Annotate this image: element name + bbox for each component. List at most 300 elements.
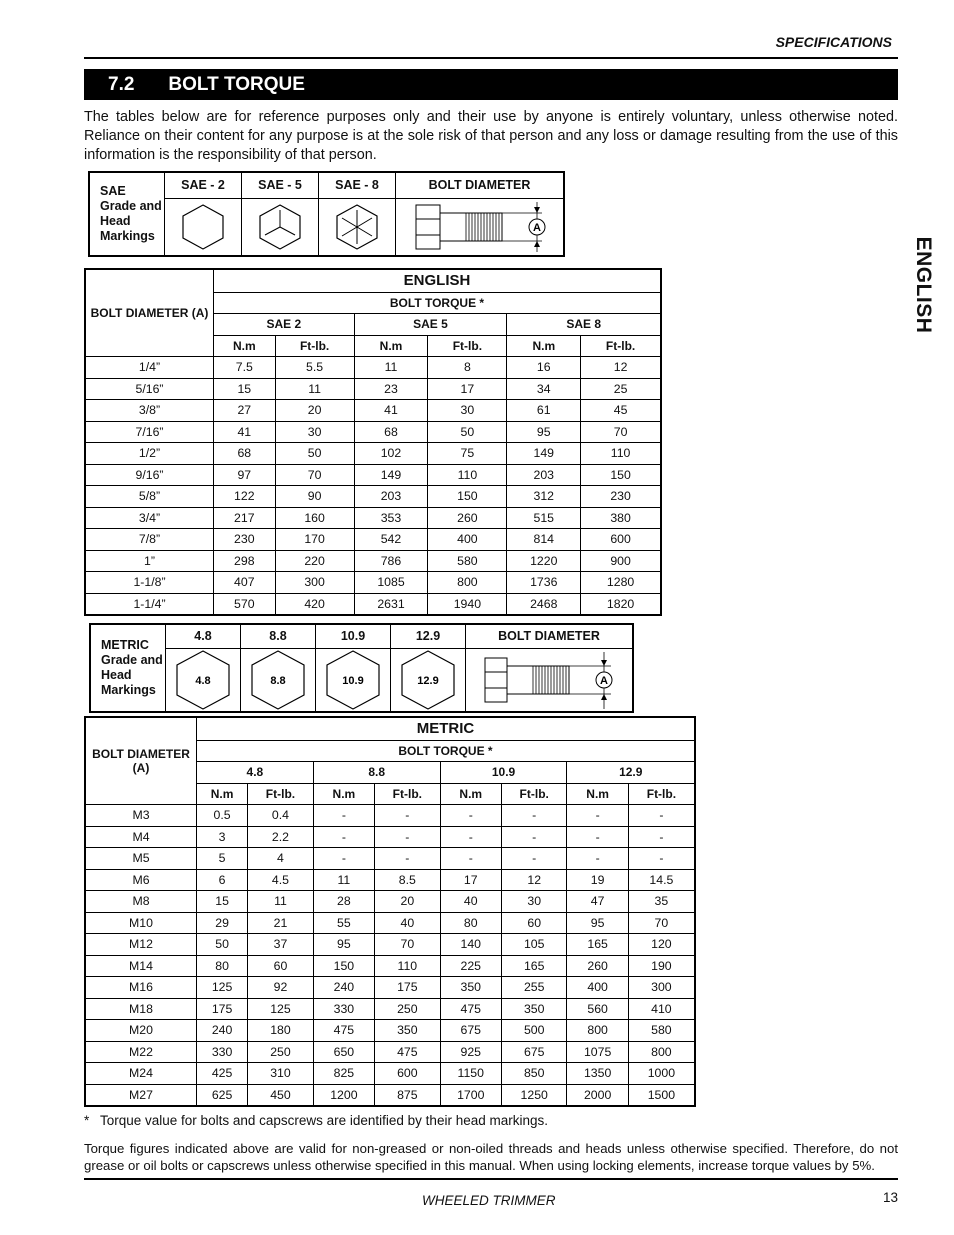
torque-value-cell: 23 <box>354 378 428 400</box>
torque-value-cell: 60 <box>501 912 567 934</box>
metric-table-title: METRIC <box>197 717 696 740</box>
torque-value-cell: 47 <box>567 891 628 913</box>
torque-value-cell: 165 <box>501 955 567 977</box>
table-row <box>85 977 695 999</box>
torque-value-cell: - <box>628 805 695 827</box>
bolt-size-cell: M12 <box>85 934 197 956</box>
table-row <box>85 486 661 508</box>
metric-head-text: 10.9 <box>342 674 364 687</box>
torque-value-cell: 27 <box>214 400 276 422</box>
torque-value-cell: 5 <box>197 848 248 870</box>
table-row <box>85 421 661 443</box>
torque-value-cell: 12 <box>581 357 661 379</box>
torque-value-cell: 4 <box>248 848 314 870</box>
torque-value-cell: 675 <box>501 1041 567 1063</box>
torque-value-cell: 80 <box>440 912 501 934</box>
torque-value-cell: - <box>313 848 374 870</box>
torque-value-cell: 150 <box>581 464 661 486</box>
torque-value-cell: 800 <box>628 1041 695 1063</box>
metric-8-8-head-icon <box>241 648 316 712</box>
english-unit-nm: N.m <box>354 335 428 357</box>
torque-value-cell: 1075 <box>567 1041 628 1063</box>
torque-value-cell: 400 <box>428 529 507 551</box>
metric-torque-table <box>84 716 696 1107</box>
sae-dim-label: A <box>532 221 541 234</box>
torque-value-cell: 600 <box>581 529 661 551</box>
sae-5-head-icon <box>242 198 319 256</box>
torque-value-cell: 230 <box>581 486 661 508</box>
torque-value-cell: 1200 <box>313 1084 374 1106</box>
bolt-size-cell: M24 <box>85 1063 197 1085</box>
metric-10-9-head-icon <box>316 648 391 712</box>
torque-value-cell: 260 <box>567 955 628 977</box>
torque-value-cell: 95 <box>567 912 628 934</box>
torque-value-cell: 312 <box>507 486 581 508</box>
torque-value-cell: 41 <box>354 400 428 422</box>
torque-value-cell: 55 <box>313 912 374 934</box>
torque-value-cell: 122 <box>214 486 276 508</box>
torque-value-cell: 560 <box>567 998 628 1020</box>
torque-value-cell: 34 <box>507 378 581 400</box>
torque-value-cell: 70 <box>375 934 441 956</box>
torque-value-cell: 110 <box>375 955 441 977</box>
table-row <box>85 869 695 891</box>
table-row <box>85 1063 695 1085</box>
torque-value-cell: 28 <box>313 891 374 913</box>
sae-bolt-diagram-icon <box>396 198 565 256</box>
torque-value-cell: 1736 <box>507 572 581 594</box>
torque-value-cell: 675 <box>440 1020 501 1042</box>
bolt-size-cell: M16 <box>85 977 197 999</box>
torque-value-cell: 1150 <box>440 1063 501 1085</box>
metric-12-9-head-icon <box>391 648 466 712</box>
torque-value-cell: 580 <box>428 550 507 572</box>
header-rule <box>84 57 898 59</box>
torque-value-cell: 50 <box>275 443 354 465</box>
language-side-tab: ENGLISH <box>912 236 935 334</box>
torque-value-cell: 180 <box>248 1020 314 1042</box>
table-row <box>85 848 695 870</box>
english-bolt-diameter-header: BOLT DIAMETER (A) <box>85 269 214 357</box>
torque-value-cell: - <box>375 805 441 827</box>
torque-value-cell: 825 <box>313 1063 374 1085</box>
torque-value-cell: 353 <box>354 507 428 529</box>
english-unit-nm: N.m <box>507 335 581 357</box>
torque-value-cell: 95 <box>507 421 581 443</box>
torque-value-cell: 420 <box>275 593 354 615</box>
footnote <box>84 1113 548 1128</box>
torque-value-cell: 1350 <box>567 1063 628 1085</box>
torque-value-cell: 68 <box>354 421 428 443</box>
torque-value-cell: 140 <box>440 934 501 956</box>
torque-value-cell: 170 <box>275 529 354 551</box>
table-row <box>85 912 695 934</box>
torque-value-cell: 20 <box>375 891 441 913</box>
torque-value-cell: 1940 <box>428 593 507 615</box>
torque-value-cell: 1820 <box>581 593 661 615</box>
sae-bolt-diameter-label: BOLT DIAMETER <box>396 172 565 198</box>
torque-value-cell: 580 <box>628 1020 695 1042</box>
torque-value-cell: - <box>375 826 441 848</box>
english-unit-ftlb: Ft-lb. <box>428 335 507 357</box>
torque-value-cell: 900 <box>581 550 661 572</box>
table-row <box>85 572 661 594</box>
torque-value-cell: 150 <box>313 955 374 977</box>
table-row <box>85 507 661 529</box>
torque-value-cell: 90 <box>275 486 354 508</box>
torque-value-cell: - <box>567 805 628 827</box>
torque-value-cell: 650 <box>313 1041 374 1063</box>
table-row <box>85 826 695 848</box>
torque-value-cell: 15 <box>197 891 248 913</box>
torque-value-cell: - <box>313 826 374 848</box>
torque-value-cell: 16 <box>507 357 581 379</box>
metric-bolt-diagram-icon <box>466 648 634 712</box>
torque-value-cell: 515 <box>507 507 581 529</box>
torque-value-cell: 240 <box>197 1020 248 1042</box>
torque-value-cell: 0.5 <box>197 805 248 827</box>
table-row <box>85 529 661 551</box>
torque-value-cell: 800 <box>567 1020 628 1042</box>
bolt-size-cell: 3/4” <box>85 507 214 529</box>
table-row <box>85 550 661 572</box>
torque-value-cell: 475 <box>313 1020 374 1042</box>
bolt-size-cell: 1-1/8” <box>85 572 214 594</box>
torque-value-cell: 175 <box>197 998 248 1020</box>
bolt-size-cell: M18 <box>85 998 197 1020</box>
torque-value-cell: 35 <box>628 891 695 913</box>
bolt-size-cell: 1/2” <box>85 443 214 465</box>
table-row <box>85 1020 695 1042</box>
sae-2-head-icon <box>165 198 242 256</box>
torque-value-cell: 40 <box>375 912 441 934</box>
torque-value-cell: 19 <box>567 869 628 891</box>
torque-value-cell: 925 <box>440 1041 501 1063</box>
bolt-size-cell: 3/8” <box>85 400 214 422</box>
sae-grade-label: SAE - 5 <box>242 172 319 198</box>
torque-value-cell: 4.5 <box>248 869 314 891</box>
torque-value-cell: 110 <box>581 443 661 465</box>
torque-value-cell: 410 <box>628 998 695 1020</box>
torque-value-cell: - <box>375 848 441 870</box>
metric-grade-header: 12.9 <box>567 762 695 784</box>
torque-value-cell: 220 <box>275 550 354 572</box>
metric-markings-table <box>89 623 634 713</box>
metric-torque-header: BOLT TORQUE * <box>197 740 696 762</box>
page-number: 13 <box>883 1190 899 1205</box>
torque-value-cell: 25 <box>581 378 661 400</box>
metric-unit-nm: N.m <box>440 783 501 805</box>
torque-value-cell: 625 <box>197 1084 248 1106</box>
footer-rule <box>84 1178 898 1180</box>
metric-head-text: 12.9 <box>417 674 439 687</box>
metric-grade-header: 4.8 <box>197 762 314 784</box>
metric-grade-label: 12.9 <box>391 624 466 648</box>
torque-value-cell: 8 <box>428 357 507 379</box>
torque-value-cell: 400 <box>567 977 628 999</box>
metric-grade-label: 4.8 <box>166 624 241 648</box>
english-unit-nm: N.m <box>214 335 276 357</box>
torque-value-cell: - <box>567 826 628 848</box>
torque-value-cell: 350 <box>375 1020 441 1042</box>
bolt-size-cell: M5 <box>85 848 197 870</box>
torque-value-cell: - <box>501 805 567 827</box>
torque-value-cell: 11 <box>313 869 374 891</box>
torque-value-cell: 1280 <box>581 572 661 594</box>
metric-head-text: 8.8 <box>270 674 286 687</box>
torque-value-cell: 570 <box>214 593 276 615</box>
bolt-size-cell: 7/16” <box>85 421 214 443</box>
torque-value-cell: 105 <box>501 934 567 956</box>
metric-unit-nm: N.m <box>197 783 248 805</box>
english-unit-ftlb: Ft-lb. <box>275 335 354 357</box>
table-row <box>85 443 661 465</box>
torque-value-cell: 850 <box>501 1063 567 1085</box>
metric-markings-label: METRIC Grade and Head Markings <box>90 624 166 712</box>
torque-value-cell: 37 <box>248 934 314 956</box>
torque-value-cell: 7.5 <box>214 357 276 379</box>
torque-value-cell: 1220 <box>507 550 581 572</box>
torque-value-cell: 350 <box>440 977 501 999</box>
sae-markings-label: SAE Grade and Head Markings <box>89 172 165 256</box>
table-row <box>85 1084 695 1106</box>
torque-value-cell: 8.5 <box>375 869 441 891</box>
footer-title: WHEELED TRIMMER <box>422 1193 556 1208</box>
torque-value-cell: 250 <box>375 998 441 1020</box>
bolt-size-cell: 5/8” <box>85 486 214 508</box>
torque-value-cell: 1250 <box>501 1084 567 1106</box>
torque-note: Torque figures indicated above are valid for non-greased or non-oiled threads and heads unless otherwise specified. Therefore, do not grease or oil bolts or capscrews unless otherwise specified in this manual. When using locking elements, increase torque values by 5%. <box>84 1141 898 1173</box>
metric-unit-ftlb: Ft-lb. <box>375 783 441 805</box>
intro-paragraph: The tables below are for reference purposes only and their use by anyone is entirely voluntary, unless otherwise noted. Reliance on their content for any purpose is at the sole risk of that person and any loss or damage resulting from the use of this information is the responsibility of that person. <box>84 109 898 163</box>
table-row <box>85 891 695 913</box>
metric-4-8-head-icon <box>166 648 241 712</box>
torque-value-cell: 203 <box>507 464 581 486</box>
torque-value-cell: 165 <box>567 934 628 956</box>
torque-value-cell: 149 <box>354 464 428 486</box>
metric-head-text: 4.8 <box>195 674 211 687</box>
torque-value-cell: 97 <box>214 464 276 486</box>
torque-value-cell: 15 <box>214 378 276 400</box>
metric-unit-ftlb: Ft-lb. <box>248 783 314 805</box>
torque-value-cell: 11 <box>354 357 428 379</box>
torque-value-cell: - <box>440 826 501 848</box>
torque-value-cell: - <box>628 826 695 848</box>
torque-value-cell: 475 <box>375 1041 441 1063</box>
torque-value-cell: 50 <box>197 934 248 956</box>
torque-value-cell: 29 <box>197 912 248 934</box>
torque-value-cell: 150 <box>428 486 507 508</box>
torque-value-cell: 75 <box>428 443 507 465</box>
torque-value-cell: 1000 <box>628 1063 695 1085</box>
bolt-size-cell: M6 <box>85 869 197 891</box>
torque-value-cell: - <box>440 805 501 827</box>
torque-value-cell: 2468 <box>507 593 581 615</box>
english-unit-ftlb: Ft-lb. <box>581 335 661 357</box>
torque-value-cell: - <box>501 826 567 848</box>
torque-value-cell: 800 <box>428 572 507 594</box>
section-number: 7.2 <box>108 74 135 95</box>
torque-value-cell: 217 <box>214 507 276 529</box>
metric-unit-nm: N.m <box>313 783 374 805</box>
torque-value-cell: 814 <box>507 529 581 551</box>
torque-value-cell: 450 <box>248 1084 314 1106</box>
english-torque-table <box>84 268 662 616</box>
torque-value-cell: 175 <box>375 977 441 999</box>
metric-grade-header: 10.9 <box>440 762 567 784</box>
torque-value-cell: 11 <box>275 378 354 400</box>
torque-value-cell: 1500 <box>628 1084 695 1106</box>
metric-grade-label: 10.9 <box>316 624 391 648</box>
bolt-size-cell: M14 <box>85 955 197 977</box>
metric-unit-nm: N.m <box>567 783 628 805</box>
torque-value-cell: 41 <box>214 421 276 443</box>
bolt-size-cell: 9/16” <box>85 464 214 486</box>
footnote-text: Torque value for bolts and capscrews are identified by their head markings. <box>100 1113 548 1128</box>
metric-unit-ftlb: Ft-lb. <box>501 783 567 805</box>
torque-value-cell: 2.2 <box>248 826 314 848</box>
table-row <box>85 357 661 379</box>
table-row <box>85 805 695 827</box>
torque-value-cell: 50 <box>428 421 507 443</box>
bolt-size-cell: 1-1/4” <box>85 593 214 615</box>
torque-value-cell: 17 <box>440 869 501 891</box>
torque-value-cell: 310 <box>248 1063 314 1085</box>
torque-value-cell: 70 <box>628 912 695 934</box>
torque-value-cell: 255 <box>501 977 567 999</box>
torque-value-cell: 203 <box>354 486 428 508</box>
torque-value-cell: 600 <box>375 1063 441 1085</box>
torque-value-cell: 11 <box>248 891 314 913</box>
torque-value-cell: - <box>501 848 567 870</box>
sae-grade-label: SAE - 8 <box>319 172 396 198</box>
torque-value-cell: 350 <box>501 998 567 1020</box>
section-title: BOLT TORQUE <box>168 74 305 95</box>
torque-value-cell: 298 <box>214 550 276 572</box>
torque-value-cell: 190 <box>628 955 695 977</box>
torque-value-cell: 0.4 <box>248 805 314 827</box>
metric-bolt-diameter-label: BOLT DIAMETER <box>466 624 634 648</box>
torque-value-cell: 149 <box>507 443 581 465</box>
footnote-marker: * <box>84 1113 90 1128</box>
bolt-size-cell: M27 <box>85 1084 197 1106</box>
torque-value-cell: 120 <box>628 934 695 956</box>
table-row <box>85 934 695 956</box>
torque-value-cell: 102 <box>354 443 428 465</box>
english-grade-header: SAE 5 <box>354 314 507 336</box>
torque-value-cell: 125 <box>197 977 248 999</box>
torque-value-cell: 5.5 <box>275 357 354 379</box>
torque-value-cell: 21 <box>248 912 314 934</box>
torque-value-cell: 92 <box>248 977 314 999</box>
metric-dim-label: A <box>600 674 608 687</box>
torque-value-cell: 68 <box>214 443 276 465</box>
torque-value-cell: 330 <box>313 998 374 1020</box>
sae-grade-label: SAE - 2 <box>165 172 242 198</box>
table-row <box>85 378 661 400</box>
bolt-size-cell: M22 <box>85 1041 197 1063</box>
table-row <box>85 464 661 486</box>
bolt-size-cell: 1” <box>85 550 214 572</box>
torque-value-cell: 125 <box>248 998 314 1020</box>
bolt-size-cell: M4 <box>85 826 197 848</box>
torque-value-cell: 95 <box>313 934 374 956</box>
torque-value-cell: 2631 <box>354 593 428 615</box>
torque-value-cell: 70 <box>275 464 354 486</box>
torque-value-cell: 45 <box>581 400 661 422</box>
bolt-size-cell: 7/8” <box>85 529 214 551</box>
english-torque-header: BOLT TORQUE * <box>214 292 662 314</box>
torque-value-cell: - <box>440 848 501 870</box>
torque-value-cell: 300 <box>275 572 354 594</box>
torque-value-cell: 30 <box>275 421 354 443</box>
torque-value-cell: 60 <box>248 955 314 977</box>
bolt-size-cell: M8 <box>85 891 197 913</box>
sae-markings-table <box>88 171 565 257</box>
torque-value-cell: - <box>628 848 695 870</box>
bolt-size-cell: 5/16” <box>85 378 214 400</box>
table-row <box>85 400 661 422</box>
torque-value-cell: 475 <box>440 998 501 1020</box>
torque-value-cell: 300 <box>628 977 695 999</box>
metric-unit-ftlb: Ft-lb. <box>628 783 695 805</box>
torque-value-cell: 70 <box>581 421 661 443</box>
torque-value-cell: 80 <box>197 955 248 977</box>
torque-value-cell: 380 <box>581 507 661 529</box>
torque-value-cell: 17 <box>428 378 507 400</box>
torque-value-cell: 3 <box>197 826 248 848</box>
torque-value-cell: 2000 <box>567 1084 628 1106</box>
torque-value-cell: 110 <box>428 464 507 486</box>
torque-value-cell: 542 <box>354 529 428 551</box>
metric-bolt-diameter-header: BOLT DIAMETER (A) <box>85 717 197 805</box>
torque-value-cell: 20 <box>275 400 354 422</box>
torque-value-cell: 875 <box>375 1084 441 1106</box>
torque-value-cell: 30 <box>501 891 567 913</box>
metric-grade-label: 8.8 <box>241 624 316 648</box>
table-row <box>85 1041 695 1063</box>
torque-value-cell: 14.5 <box>628 869 695 891</box>
table-row <box>85 998 695 1020</box>
torque-value-cell: - <box>567 848 628 870</box>
torque-value-cell: 30 <box>428 400 507 422</box>
sae-8-head-icon <box>319 198 396 256</box>
bolt-size-cell: M20 <box>85 1020 197 1042</box>
metric-grade-header: 8.8 <box>313 762 440 784</box>
table-row <box>85 955 695 977</box>
torque-value-cell: 407 <box>214 572 276 594</box>
english-grade-header: SAE 8 <box>507 314 661 336</box>
torque-value-cell: 230 <box>214 529 276 551</box>
torque-value-cell: 1085 <box>354 572 428 594</box>
english-grade-header: SAE 2 <box>214 314 355 336</box>
torque-value-cell: 425 <box>197 1063 248 1085</box>
english-table-title: ENGLISH <box>214 269 662 292</box>
torque-value-cell: 330 <box>197 1041 248 1063</box>
torque-value-cell: 160 <box>275 507 354 529</box>
table-row <box>85 593 661 615</box>
torque-value-cell: 786 <box>354 550 428 572</box>
torque-value-cell: 40 <box>440 891 501 913</box>
section-heading <box>84 69 898 100</box>
torque-value-cell: 240 <box>313 977 374 999</box>
torque-value-cell: 260 <box>428 507 507 529</box>
torque-value-cell: 225 <box>440 955 501 977</box>
torque-value-cell: 6 <box>197 869 248 891</box>
torque-value-cell: 12 <box>501 869 567 891</box>
bolt-size-cell: 1/4” <box>85 357 214 379</box>
torque-value-cell: - <box>313 805 374 827</box>
